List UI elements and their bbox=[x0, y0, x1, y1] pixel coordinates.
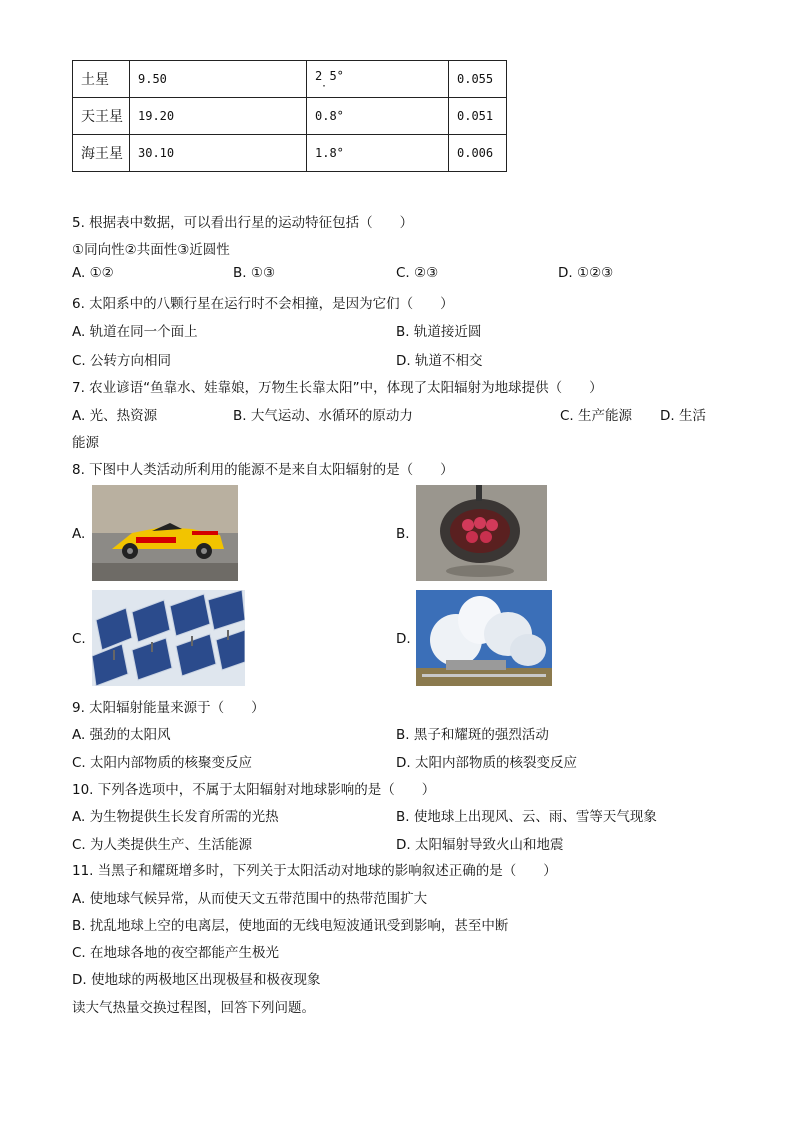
q6-option-b: B. 轨道接近圆 bbox=[396, 324, 482, 340]
table-cell: 0.8° bbox=[307, 98, 449, 135]
q9-option-c: C. 太阳内部物质的核聚变反应 bbox=[72, 755, 253, 771]
q10-stem: 10. 下列各选项中，不属于太阳辐射对地球影响的是（ ） bbox=[72, 782, 436, 798]
q6-stem: 6. 太阳系中的八颗行星在运行时不会相撞，是因为它们（ ） bbox=[72, 296, 454, 312]
table-row bbox=[73, 61, 507, 98]
q10-option-d: D. 太阳辐射导致火山和地震 bbox=[396, 837, 564, 853]
table-cell: 0.051 bbox=[449, 98, 507, 135]
q9-option-d: D. 太阳内部物质的核裂变反应 bbox=[396, 755, 577, 771]
q11-option-b: B. 扰乱地球上空的电离层，使地面的无线电短波通讯受到影响，甚至中断 bbox=[72, 918, 509, 934]
q8-option-b: B. bbox=[396, 526, 410, 542]
table-cell: 9.50 bbox=[130, 61, 307, 98]
solar-panels-image bbox=[92, 590, 245, 686]
q5-option-b: B. ①③ bbox=[233, 265, 276, 281]
table-cell-value: 2 5° bbox=[315, 69, 344, 83]
q7-option-b: B. 大气运动、水循环的原动力 bbox=[233, 408, 413, 424]
planet-name: 土星 bbox=[73, 61, 130, 98]
q9-option-b: B. 黑子和耀斑的强烈活动 bbox=[396, 727, 549, 743]
q7-option-d: D. 生活 bbox=[660, 408, 706, 424]
q7-option-a: A. 光、热资源 bbox=[72, 408, 158, 424]
table-cell: 19.20 bbox=[130, 98, 307, 135]
planet-table bbox=[72, 60, 507, 172]
q8-option-d: D. bbox=[396, 631, 411, 647]
q11-option-d: D. 使地球的两极地区出现极昼和极夜现象 bbox=[72, 972, 321, 988]
q9-stem: 9. 太阳辐射能量来源于（ ） bbox=[72, 700, 265, 716]
q11-option-a: A. 使地球气候异常，从而使天文五带范围中的热带范围扩大 bbox=[72, 891, 428, 907]
q7-option-d-cont: 能源 bbox=[72, 435, 99, 451]
heated-bulbs-image bbox=[416, 485, 547, 581]
q6-option-c: C. 公转方向相同 bbox=[72, 353, 172, 369]
q8-option-a: A. bbox=[72, 526, 86, 542]
q8-stem: 8. 下图中人类活动所利用的能源不是来自太阳辐射的是（ ） bbox=[72, 462, 454, 478]
geothermal-plant-image bbox=[416, 590, 552, 686]
section-intro: 读大气热量交换过程图，回答下列问题。 bbox=[72, 1000, 315, 1016]
table-cell: 0.006 bbox=[449, 135, 507, 172]
table-cell: 1.8° bbox=[307, 135, 449, 172]
q10-option-b: B. 使地球上出现风、云、雨、雪等天气现象 bbox=[396, 809, 657, 825]
q11-option-c: C. 在地球各地的夜空都能产生极光 bbox=[72, 945, 280, 961]
table-cell: 0.055 bbox=[449, 61, 507, 98]
q8-option-c: C. bbox=[72, 631, 86, 647]
q10-option-a: A. 为生物提供生长发育所需的光热 bbox=[72, 809, 279, 825]
planet-name: 海王星 bbox=[73, 135, 130, 172]
q5-stem: 5. 根据表中数据，可以看出行星的运动特征包括（ ） bbox=[72, 215, 414, 231]
q7-option-c: C. 生产能源 bbox=[560, 408, 633, 424]
q5-option-a: A. ①② bbox=[72, 265, 114, 281]
planet-name: 天王星 bbox=[73, 98, 130, 135]
q10-option-c: C. 为人类提供生产、生活能源 bbox=[72, 837, 253, 853]
q7-stem: 7. 农业谚语“鱼靠水、娃靠娘，万物生长靠太阳”中，体现了太阳辐射为地球提供（ ） bbox=[72, 380, 603, 396]
q6-option-a: A. 轨道在同一个面上 bbox=[72, 324, 198, 340]
q5-option-d: D. ①②③ bbox=[558, 265, 614, 281]
q6-option-d: D. 轨道不相交 bbox=[396, 353, 483, 369]
race-car-image bbox=[92, 485, 238, 581]
q5-option-c: C. ②③ bbox=[396, 265, 439, 281]
q5-sub: ①同向性②共面性③近圆性 bbox=[72, 242, 230, 258]
table-cell-mark: · bbox=[321, 81, 328, 92]
table-cell: 30.10 bbox=[130, 135, 307, 172]
q11-stem: 11. 当黑子和耀斑增多时，下列关于太阳活动对地球的影响叙述正确的是（ ） bbox=[72, 863, 557, 879]
table-row bbox=[73, 135, 507, 172]
q9-option-a: A. 强劲的太阳风 bbox=[72, 727, 171, 743]
table-cell bbox=[307, 61, 449, 98]
table-row bbox=[73, 98, 507, 135]
